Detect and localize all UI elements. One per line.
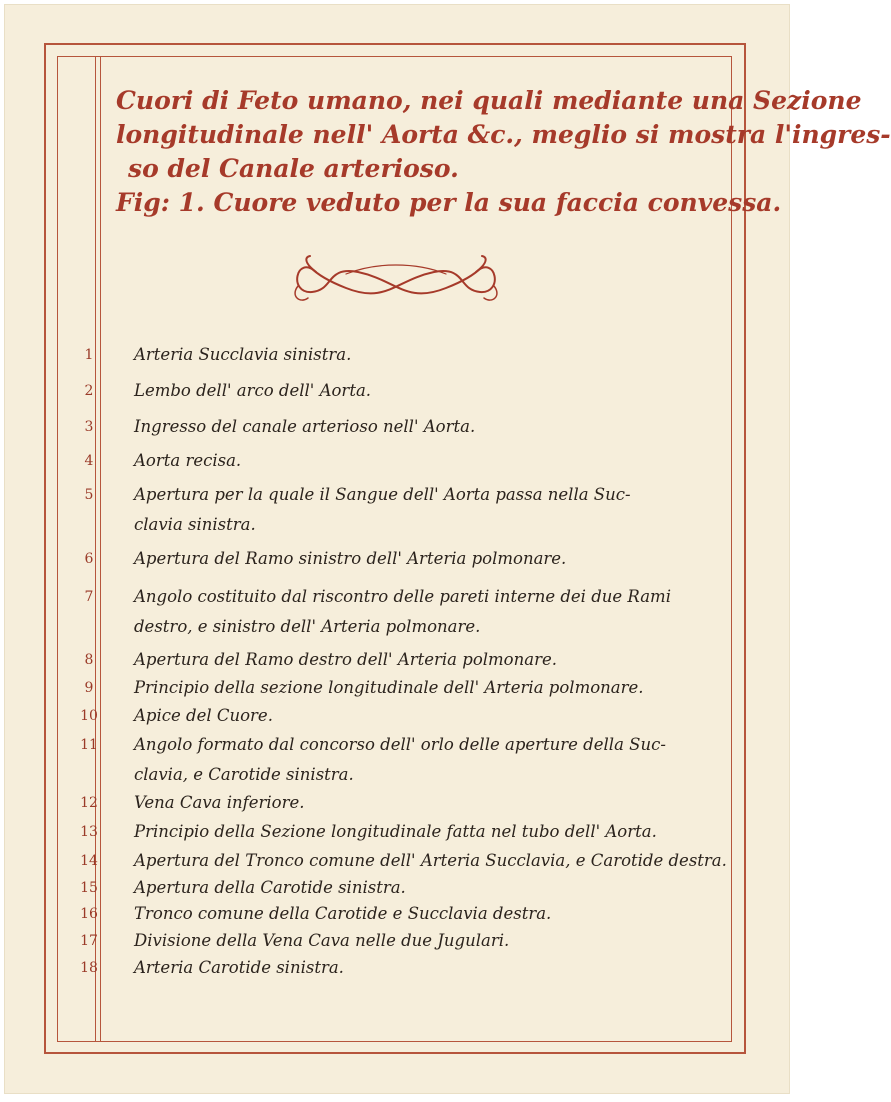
item-number: 18 — [80, 960, 98, 976]
item-text: Apertura del Tronco comune dell' Arteria Succlavia, e Carotide destra. — [134, 851, 727, 870]
item-number: 17 — [80, 933, 98, 949]
item-number: 16 — [80, 906, 98, 922]
item-text: Principio della Sezione longitudinale fatta nel tubo dell' Aorta. — [134, 822, 657, 841]
item-number: 15 — [80, 880, 98, 896]
legend-item — [64, 412, 744, 442]
legend-item — [64, 582, 744, 644]
item-number: 2 — [84, 383, 94, 399]
calligraphic-flourish — [286, 244, 506, 314]
item-text: Apertura della Carotide sinistra. — [134, 878, 406, 897]
item-text: Arteria Succlavia sinistra. — [134, 345, 352, 364]
legend-item — [64, 899, 744, 929]
item-text: Tronco comune della Carotide e Succlavia destra. — [134, 904, 552, 923]
legend-item — [64, 701, 744, 731]
item-number: 13 — [80, 824, 98, 840]
legend-item — [64, 788, 744, 818]
item-text-line: destro, e sinistro dell' Arteria polmonare. — [134, 617, 481, 636]
legend-item — [64, 544, 744, 574]
item-number: 3 — [84, 419, 94, 435]
manuscript-page — [4, 4, 891, 1094]
legend-item — [64, 376, 744, 406]
item-number: 9 — [84, 680, 94, 696]
item-number: 7 — [84, 589, 94, 605]
figure-caption: Fig: 1. Cuore veduto per la sua faccia convessa. — [116, 188, 782, 217]
item-text: Divisione della Vena Cava nelle due Jugulari. — [134, 931, 510, 950]
item-text — [134, 582, 734, 642]
legend-item — [64, 340, 744, 370]
item-text: Aorta recisa. — [134, 451, 242, 470]
legend-item — [64, 817, 744, 847]
item-number: 5 — [84, 487, 94, 503]
title-line: longitudinale nell' Aorta &c., meglio si mostra l'ingres- — [116, 120, 891, 149]
item-text-line: Angolo costituito dal riscontro delle pareti interne dei due Rami — [134, 587, 671, 606]
item-number: 4 — [84, 453, 94, 469]
legend-item — [64, 730, 744, 792]
legend-item — [64, 480, 744, 542]
item-number: 14 — [80, 853, 98, 869]
item-text: Lembo dell' arco dell' Aorta. — [134, 381, 372, 400]
item-text: Apice del Cuore. — [134, 706, 273, 725]
item-text: Arteria Carotide sinistra. — [134, 958, 344, 977]
item-text-line: Angolo formato dal concorso dell' orlo delle aperture della Suc- — [134, 735, 666, 754]
page-title — [116, 84, 891, 220]
legend-item — [64, 926, 744, 956]
item-text: Apertura del Ramo sinistro dell' Arteria polmonare. — [134, 549, 567, 568]
item-text-line: clavia sinistra. — [134, 515, 256, 534]
item-number: 11 — [80, 737, 98, 753]
item-text — [134, 480, 734, 540]
item-number: 6 — [84, 551, 94, 567]
legend-item — [64, 846, 744, 876]
title-line: Cuori di Feto umano, nei quali mediante una Sezione — [116, 86, 862, 115]
item-number: 8 — [84, 652, 94, 668]
item-number: 12 — [80, 795, 98, 811]
item-text: Vena Cava inferiore. — [134, 793, 305, 812]
legend-item — [64, 446, 744, 476]
legend-item — [64, 673, 744, 703]
item-text: Ingresso del canale arterioso nell' Aorta. — [134, 417, 476, 436]
item-number: 1 — [84, 347, 94, 363]
legend-item — [64, 645, 744, 675]
item-text-line: Apertura per la quale il Sangue dell' Aorta passa nella Suc- — [134, 485, 631, 504]
legend-item — [64, 953, 744, 983]
item-text-line: clavia, e Carotide sinistra. — [134, 765, 354, 784]
item-text: Apertura del Ramo destro dell' Arteria polmonare. — [134, 650, 557, 669]
item-text — [134, 730, 734, 790]
title-line: so del Canale arterioso. — [128, 154, 459, 183]
item-text: Principio della sezione longitudinale dell' Arteria polmonare. — [134, 678, 644, 697]
item-number: 10 — [80, 708, 98, 724]
